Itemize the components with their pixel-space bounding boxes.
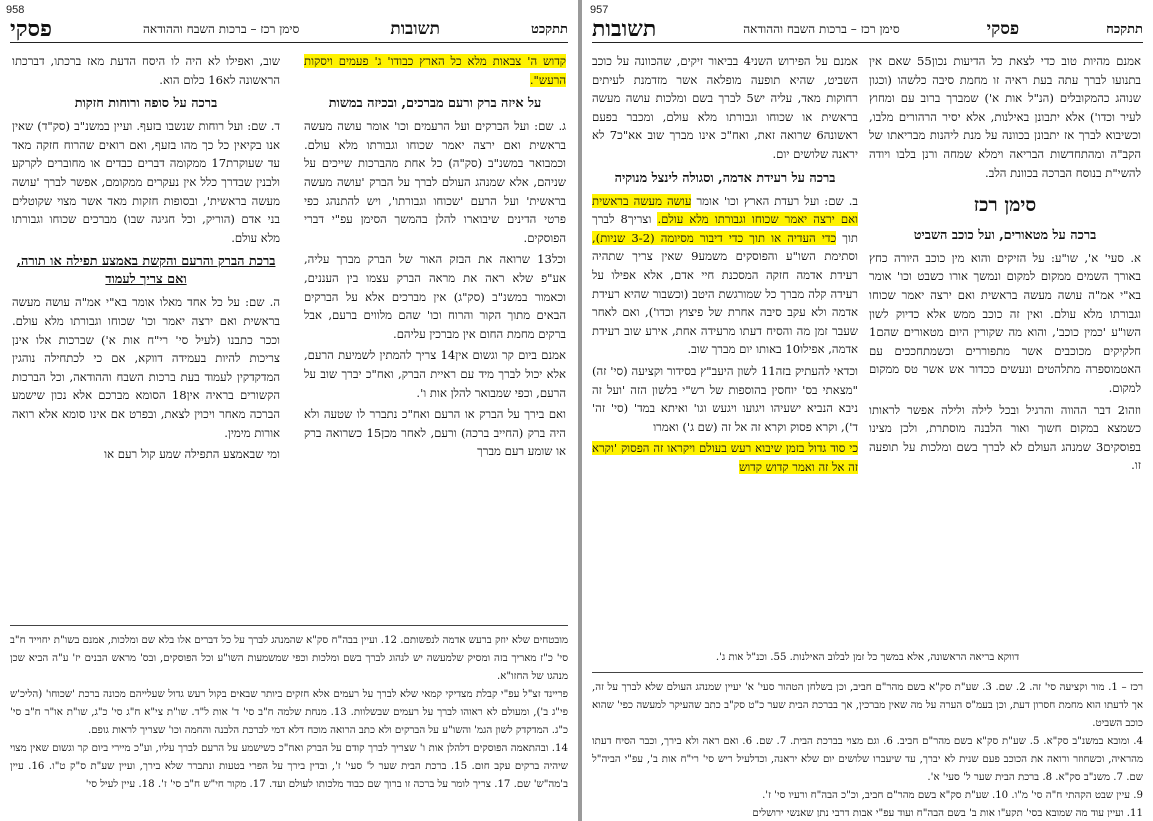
page-number: 958: [6, 4, 25, 16]
paragraph: וזהו2 דבר ההווה והרגיל ובכל לילה ולילה אפשר לראותו כשמצא במקום חשוך ואור הלבנה מוסתרת, ולכן מצינו בפוסקים3 שמנהג העולם לא לברך בשם ומלכות על תופעה זו.: [869, 402, 1141, 473]
text-column-left: [12, 52, 280, 620]
highlighted-passage: קדוש ה' צבאות מלא כל הארץ כבודו' ג' פעמים ויסקות הרעש".: [304, 54, 566, 87]
section-heading: על איזה ברק ורעם מברכים, ובכיזה במשות: [328, 96, 542, 112]
highlighted-passage: כדי העדיה או תוך כדי דיבור מסיומה (3-2 שניות),: [592, 230, 837, 245]
footnote-continuation: דווקא בריאה הראשונה, אלא במשך כל זמן לבלוב האילנות. 55. וכנ"ל אות ג'.: [715, 652, 1020, 663]
section-heading: ברכה על מטאורים, ועל כוכב השביט: [913, 227, 1097, 243]
paragraph: ב. שם: ועל רעדת הארץ וכו' אומר עושה מעשה בראשית ואם ירצה יאמר שכוחו וגבורתו מלא עולם. וצריך8 לברך תוך כדי העדיה או תוך כדי דיבור מסיומה (3-2 שניות), וסתימת השו"ע והפוסקים משמע9 שאין צריך שתהיה רעידת אדמה חזקה המסכנת חיי אדם, אלא אפילו על רעידה קלה מברך כל שמורגשת היטב (וכשבור שהיא רעידת אדמה ולא עקב סיבה אחרת של פיצוץ וכדו'), ואם לאחר שעבר זמן מה והסיח דעתו מרעידה אחת, אירע שוב רעידת אדמה, אפילו10 באותו יום מברך שוב.: [592, 193, 858, 357]
header-section: תשובות: [390, 19, 440, 39]
header-book-title: פסקי: [10, 16, 53, 42]
paragraph: ג. שם: ועל הברקים ועל הרעמים וכו' אומר עושה מעשה בראשית ואם ירצה יאמר שכוחו וגבורתו מלא עולם. וכמבואר במשנ"ב (סק"ה) כל אחת מהברכות שייכים על שניהם, אלא שמנהג העולם לברך על הברק 'עושה מעשה בראשית' ועל הרעם 'שכוחו וגבורתו', ויש להתנהג כפי פרטי הדינים שיבוארו להלן בהמשך הסימן עפ"י דברי הפוסקים.: [304, 119, 566, 245]
header-chapter: סימן רכז – ברכות השבח וההודאה: [743, 21, 900, 36]
footnotes: [10, 625, 568, 817]
paragraph: ד. שם: ועל רוחות שנשבו בזעף. ועיין במשנ"ב (סק"ד) שאין אנו בקיאין כל כך מהו בזעף, ואם רואים שהרוח חזקה מאד עד שעוקרת17 ממקומה דברים כבדים או מחוברים לקרקע ולבנין שבדרך כלל אין נעקרים ממקומם, אפשר לברך 'עושה מעשה בראשית', ובסופות חזקות מאד אשר מצוי שקוטלים בני אדם (הוריק, וכל חגיגה שבו) מברכים שכוחו וגבורתו מלא עולם.: [12, 119, 280, 245]
paragraph: וכל13 שרואה את הבזק האור של הברק מברך עליה, אע"פ שלא ראה את מראה הברק עצמו בין העננים, וכאמור במשנ"ב (סק"ג) אין מברכים אלא על הברקים הבאים מתוך הקור והרוח וכו' שהם מלווים ברעם, אבל ברקים מחמת החום אין מברכין עליהם.: [304, 252, 566, 341]
paragraph: אמנם על הפירוש השני4 בביאור זיקים, שהכוונה על כוכב השביט, שהיא תופעה מופלאה אשר מזדמנת לעיתים רחוקות מאד, עליה יש5 לברך בשם ומלכות עושה מעשה בראשית או שכוחו וגבורתו מלא עולם, ומכבר בפעם ראשונה6 שרואה זאת, ואח"כ אינו מברך שוב אא"כ7 לא יראנה שלושים יום.: [592, 54, 858, 161]
paragraph: שוב, ואפילו לא היה לו היסח הדעת מאז ברכתו, דברכתו הראשונה לא16 כלום הוא.: [12, 54, 280, 87]
paragraph: ומי שבאמצע התפילה שמע קול רעם או: [104, 447, 280, 462]
header-book-title: פסקי: [986, 19, 1020, 39]
footnote: רכז – 1. מור וקציעה סי' זה. 2. שם. 3. שע"ת סק"א בשם מהר"ם חביב, וכן בשלחן הטהור סעי' א' יעיין שמנהג העולם שלא לברך על זה, אך לדעתו הוא מחמת חסרון דעת, וכן בעמ"ס הערה על מה שאין מברכין, אך בברכת הבית שער כ"ט סק"ב כתב שהעיקר למעשה כפי' שהוא כוכב השביט.: [592, 682, 1143, 729]
footnote: פריינד זצ"ל עפ"י קבלת מצדיקי קמאי שלא לברך על רעמים אלא חזקים ביותר שבאים בקול רעש גדול שעלייהם מכונה ברכת 'שכוחו' (הליכ'ש פי"ג ב'), ומעולם לא ראוהו לברך על רעמים שבשלוות. 13. מנחת שלמה ח"ב סי' ד' אות ל"ד. שו"ת צי"א ח"ג סי' כ"ג, שו"ת או"ר ח"ב סי' כ"ג. המדקדק לשון הגמ' והשו"ע על הברקים ולא כתב הרואה מוכח דלא דמי לברכת הלבנה והחמה וכו' שצריך לראות גופם.: [10, 689, 568, 736]
header-page-label: תתקכט: [530, 22, 568, 37]
header-section: תשובות: [592, 16, 657, 42]
paragraph: ה. שם: על כל אחד מאלו אומר בא"י אמ"ה עושה מעשה בראשית ואם ירצה יאמר וכו' שכוחו וגבורתו מלא עולם. וככר כתבנו (לעיל סי' רי"ח אות א') שברכות אלו אינן צריכות להיות בעמידה דווקא, אם כי לכתחילה נוהגין המדקדקין לעמוד בעת ברכות השבח וההודאה, וכל הברכות הקשורים בראיה אין18 הסומא מברכם אלא נכון שישמע הברכה מאחר ויכוין לצאת, ובפרט אם אינו סומא אלא רואה אורות מימין.: [12, 295, 280, 440]
header-page-label: תתקכח: [1106, 22, 1143, 37]
paragraph: ואם בירך על הברק או הרעם ואח"כ נתברר לו שטעה ולא היה ברק (החייב ברכה) ורעם, לאחר מכן15 כשרואה ברק או שומע רעם מברך: [304, 407, 566, 459]
running-header: [10, 16, 568, 43]
footnote: 14. ובהתאמה הפוסקים דלהלן אות ו' שצריך לברך קודם על הברק ואח"כ כשישמע על הרעם לברך עליו, וע"כ מיירי ביום קר וגשום שאין מצוי שיהיה ברקים עקב חום. 15. ברכת הבית שער ל' סעי' ז', ובדין בירך על הפרי בטעות ונתברר שלא בירך, ועיין שע"ת ס"ק ט"ו. 16. עיין ב'מה"ש' שם. 17. צריך לומר על ברכה זו ברוך שם כבוד מלכותו לעולם ועד. 17. מקור חי"ש ח"ב סי' ז'. 18. עיין לעיל סי': [10, 743, 568, 790]
text-column-right: [869, 52, 1141, 620]
section-heading: ברכת הברק והרעם והקשת באמצע תפילה או תורה, ואם צריך לעמוד: [16, 254, 276, 288]
book-page-right: [582, 0, 1153, 821]
chapter-title: סימן רכז: [973, 194, 1037, 217]
paragraph: א. סעי' א', שו"ע: על הזיקים והוא מין כוכב היורה כחץ באורך השמים ממקום למקום ונמשך אורו כשבט וכו' אומר בא"י אמ"ה עושה מעשה בראשית ואם ירצה יאמר שכוחו וגבורתו מלא עולם. ואין זה כוכב ממש אלא כדיוק לשון השו"ע 'כמין כוכב', והוא מה שקורין היום מטאורים שהם1 חלקיקים מכוכבים אשר מתפוררים וכשמתחככים עם האטמוספרה מתלהטים ונעשים ככדור אש אשר טס ממקום למקום.: [869, 250, 1141, 395]
header-chapter: סימן רכז – ברכות השבח וההודאה: [143, 21, 300, 36]
highlighted-passage: כי סוד גדול בזמן שיבוא רעש בעולם ויקראו זה הפסוק 'וקרא זה אל זה ואמר קדוש קדוש: [592, 441, 858, 474]
highlighted-passage: עושה מעשה בראשית ואם ירצה יאמר שכוחו וגבורתו מלא עולם.: [592, 193, 858, 227]
paragraph: אמנם ביום קר וגשום אין14 צריך להמתין לשמיעת הרעם, אלא יכול לברך מיד עם ראיית הברק, ואח"כ יברך שוב על הרעם, וכפי שמבואר להלן אות ו'.: [304, 348, 566, 400]
text-column-right: [304, 52, 566, 620]
footnote: 9. עיין שבט הקהתי ח"ה סי' מ"ו. 10. שע"ת סק"א בשם מהר"ם חביב, וכ"כ הבה"ח ורעיו סי' ז'.: [762, 790, 1143, 801]
footnote: 11. ועיין עוד מה שמובא בסי' תקע"ו אות ב' בשם הבה"ח ועוד עפ"י אבות דרבי נתן שאנשי ירושלים: [752, 808, 1143, 817]
section-heading: ברכה על רעידת אדמה, וסגולה לינצל מנוקיה: [614, 170, 836, 186]
running-header: [592, 16, 1143, 43]
paragraph: וכדאי להעתיק בזה11 לשון היעב"ץ בסידור וקציעה (סי' זה) "מצאתי בס' יוחסין בהוספות של רש"י בלשון הזה 'ועל זה ניבא הנביא ישעיהו ויגועו ויגעש וגו' ואיתא במד' (סי' זה' ד'), וקרא פסוק וקרא זה אל זה (שם ג') ואמרו: [592, 363, 858, 434]
paragraph: אמנם מהיות טוב כדי לצאת כל הדיעות נכון55 שאם אין בתנועו לברך עתה בעת ראיה זו מחמת סיבה כלשהו (וכגון שנוהג כהמקובלים (הנ"ל אות א') שמברך ברוב עם ומחוץ לעיר וכדו') אלא יתבונן באילנות, אלא יסיר הרהורים מלבו, וכשיבוא לברך אז יתבונן בכוונה על מנת ליהנות מבריאתו של הקב"ה ומהתחדשות הבריאה וימלא שמחה ורנן בלבו ויודה להשי"ת בנוסח הברכה בכוונת הלב.: [869, 54, 1141, 180]
section-heading: ברכה על סופה ורוחות חזקות: [74, 96, 218, 112]
text-column-left: [592, 52, 858, 620]
footnote: מובטחים שלא יוזק ברעש אדמה לנפשותם. 12. ועיין בבה"ח סק"א שהמנהג לברך על כל דברים אלו בלא שם ומלכות, אמנם בשו"ת יחוייד ח"ב סי' כ"ז מאריך בזה ומסיק שלמעשה יש לנהוג לברך בשם ומלכות וכפי שמשמעות השו"ע וכל הפוסקים, ובס' מראש הבנים יז' ע"ה הביא שכן מנהגו של החזו"א.: [10, 635, 568, 682]
footnotes: [592, 672, 1143, 817]
page-number: 957: [590, 4, 609, 16]
footnote: 4. ומובא במשנ"ב סק"א. 5. שע"ת סק"א בשם מהר"ם חביב. 6. וגם מצוי בברכת הבית. 7. שם. 6. ואם ראה ולא בירך, וכבר הסיח דעתו מהראיה, וכשחוזר ורואה את הכוכב פעם שנית לא יברך, עד שיעברו שלושים יום שלא יראנה, וכדלעיל ריש סי' רי"ח אות ב', עפ"י הביה"ל שם. 7. משנ"ב סק"א. 8. ברכת הבית שער ל' סעי' א'.: [592, 736, 1143, 783]
